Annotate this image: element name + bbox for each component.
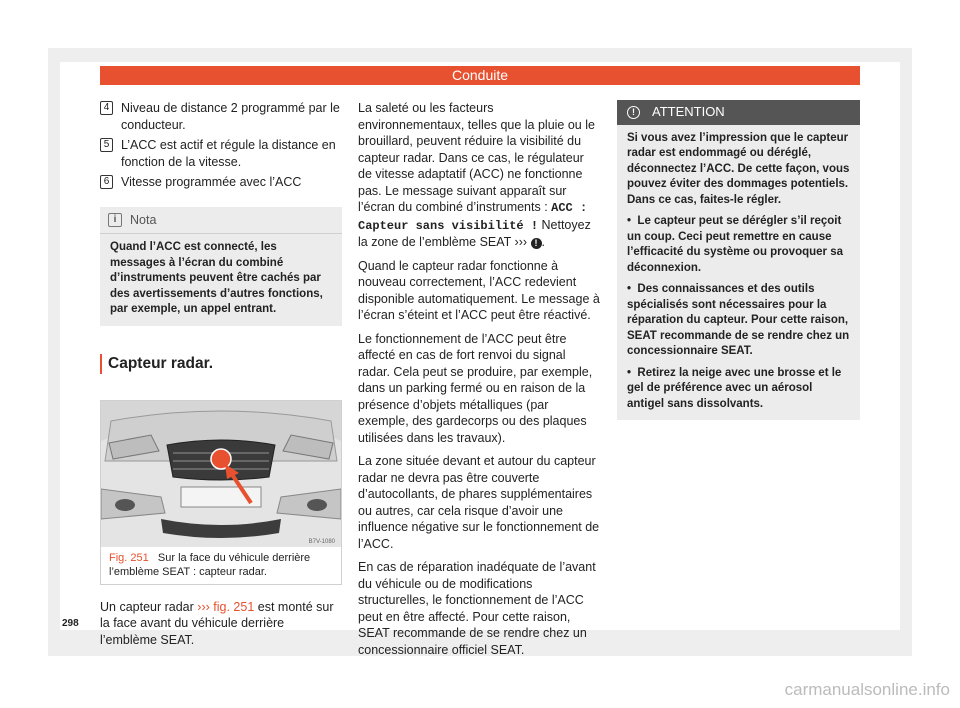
middle-column [358,100,600,665]
attention-bullet [627,282,850,360]
paragraph: En cas de réparation inadéquate de l’avant du véhicule ou de modifications structurelles, le fonctionnement de l’ACC peut en être affecté. Pour cette raison, SEAT recommande de se rendre chez un concessionnaire officiel SEAT. [358,560,596,657]
legend-number: 4 [100,101,113,115]
warning-icon: ! [627,106,640,119]
legend-number: 5 [100,138,113,152]
paragraph-text: Un capteur radar [100,599,198,614]
paragraph-text: Nettoyez la zone de l’emblème SEAT ››› [358,217,591,249]
bullet-glyph: • [627,366,632,379]
bullet-text: Le capteur peut se dérégler s’il reçoit un coup. Ceci peut remettre en cause l’efficacité du système ou provoquer sa déconnexion. [627,215,844,274]
bullet-glyph: • [627,283,632,295]
legend-text: Vitesse programmée avec l’ACC [121,175,302,189]
attention-body [617,125,860,421]
site-watermark: carmanualsonline.info [784,680,950,699]
note-header [100,207,342,235]
bullet-glyph: • [627,215,632,227]
figure-link[interactable]: fig. 251 [213,599,255,614]
left-column [100,100,342,648]
paragraph: Le fonctionnement de l’ACC peut être affecté en cas de fort renvoi du signal radar. Cela peut se produire, par exemple, dans un parking fermé ou en raison de la présence d’objets métalliques (par exemple, des gardecorps ou des plaques utilisées dans les travaux). [358,331,593,445]
legend-item [100,137,342,170]
legend-text: L’ACC est actif et régule la distance en fonction de la vitesse. [121,138,336,169]
info-icon: i [108,213,122,227]
legend-text: Niveau de distance 2 programmé par le conducteur. [121,101,340,132]
page-number: 298 [62,618,79,629]
legend-item [100,174,342,191]
section-title: Capteur radar. [100,354,342,374]
figure-caption-text: Sur la face du véhicule derrière l’emblème SEAT : capteur radar. [109,551,311,578]
right-column [617,100,860,420]
bullet-text: Retirez la neige avec une brosse et le gel de préférence avec un aérosol antigel sans dissolvants. [627,366,842,410]
attention-title: ATTENTION [652,104,725,119]
attention-intro: Si vous avez l’impression que le capteur radar est endommagé ou déréglé, déconnectez l’ACC. De cette façon, vous pouvez éviter des dommages potentiels. Dans ce cas, faites-le régler. [627,131,850,206]
figure-caption [101,547,341,584]
note-body: Quand l’ACC est connecté, les messages à l’écran du combiné d’instruments peuvent être cachés par des avertissements d’autres fonctions, par exemple, un appel entrant. [110,241,323,315]
radar-sensor-illustration [101,401,341,547]
paragraph-visibility: La saleté ou les facteurs environnementaux, telles que la pluie ou le brouillard, peuvent réduire la visibilité du capteur radar. Dans ce cas, le régulateur de vitesse adaptatif (ACC) ne fonctionne pas. Le message suivant apparaît sur l’écran du combiné d’instruments : ACC : Capteur sans visibilité ! Nettoyez la zone de l’emblème SEAT ››› ! . [358,101,595,249]
note-title: Nota [130,212,157,227]
display-message: ACC : Capteur sans visibilité ! [358,201,588,233]
paragraph-text: La saleté ou les facteurs environnementaux, telles que la pluie ou le brouillard, peuvent réduire la visibilité du capteur radar. Dans ce cas, le régulateur de vitesse adaptatif (ACC) ne fonctionne pas. Le message suivant apparaît sur l’écran du combiné d’instruments : [358,101,595,214]
paragraph-text: est monté sur la face avant du véhicule derrière l’emblème SEAT. [100,599,334,647]
paragraph: Quand le capteur radar fonctionne à nouveau correctement, l’ACC redevient disponible automatiquement. Le message à l’écran s’éteint et l’ACC peut être réactivé. [358,258,600,322]
legend-number: 6 [100,175,113,189]
chapter-header: Conduite [100,66,860,85]
figure-251 [100,400,342,585]
note-box [100,207,342,326]
warning-reference-icon: ! [531,238,542,249]
figure-label: Fig. 251 [109,551,149,564]
paragraph: La zone située devant et autour du capteur radar ne devra pas être couverte d’autocollants, de phares supplémentaires ou autres, car cela risque d’avoir une influence négative sur le fonctionnement de l’ACC. [358,454,600,551]
attention-bullet [627,366,850,413]
attention-box [617,100,860,420]
figure-code: B7V-1080 [308,538,335,545]
bullet-text: Des connaissances et des outils spécialisés sont nécessaires pour la réparation du capteur. Pour cette raison, SEAT recommande de se rendre chez un concessionnaire SEAT. [627,283,850,357]
cross-reference-arrow: ››› [197,599,210,614]
legend-item [100,100,342,133]
attention-bullet [627,214,850,276]
attention-header [617,100,860,125]
radar-intro-paragraph [100,599,342,649]
